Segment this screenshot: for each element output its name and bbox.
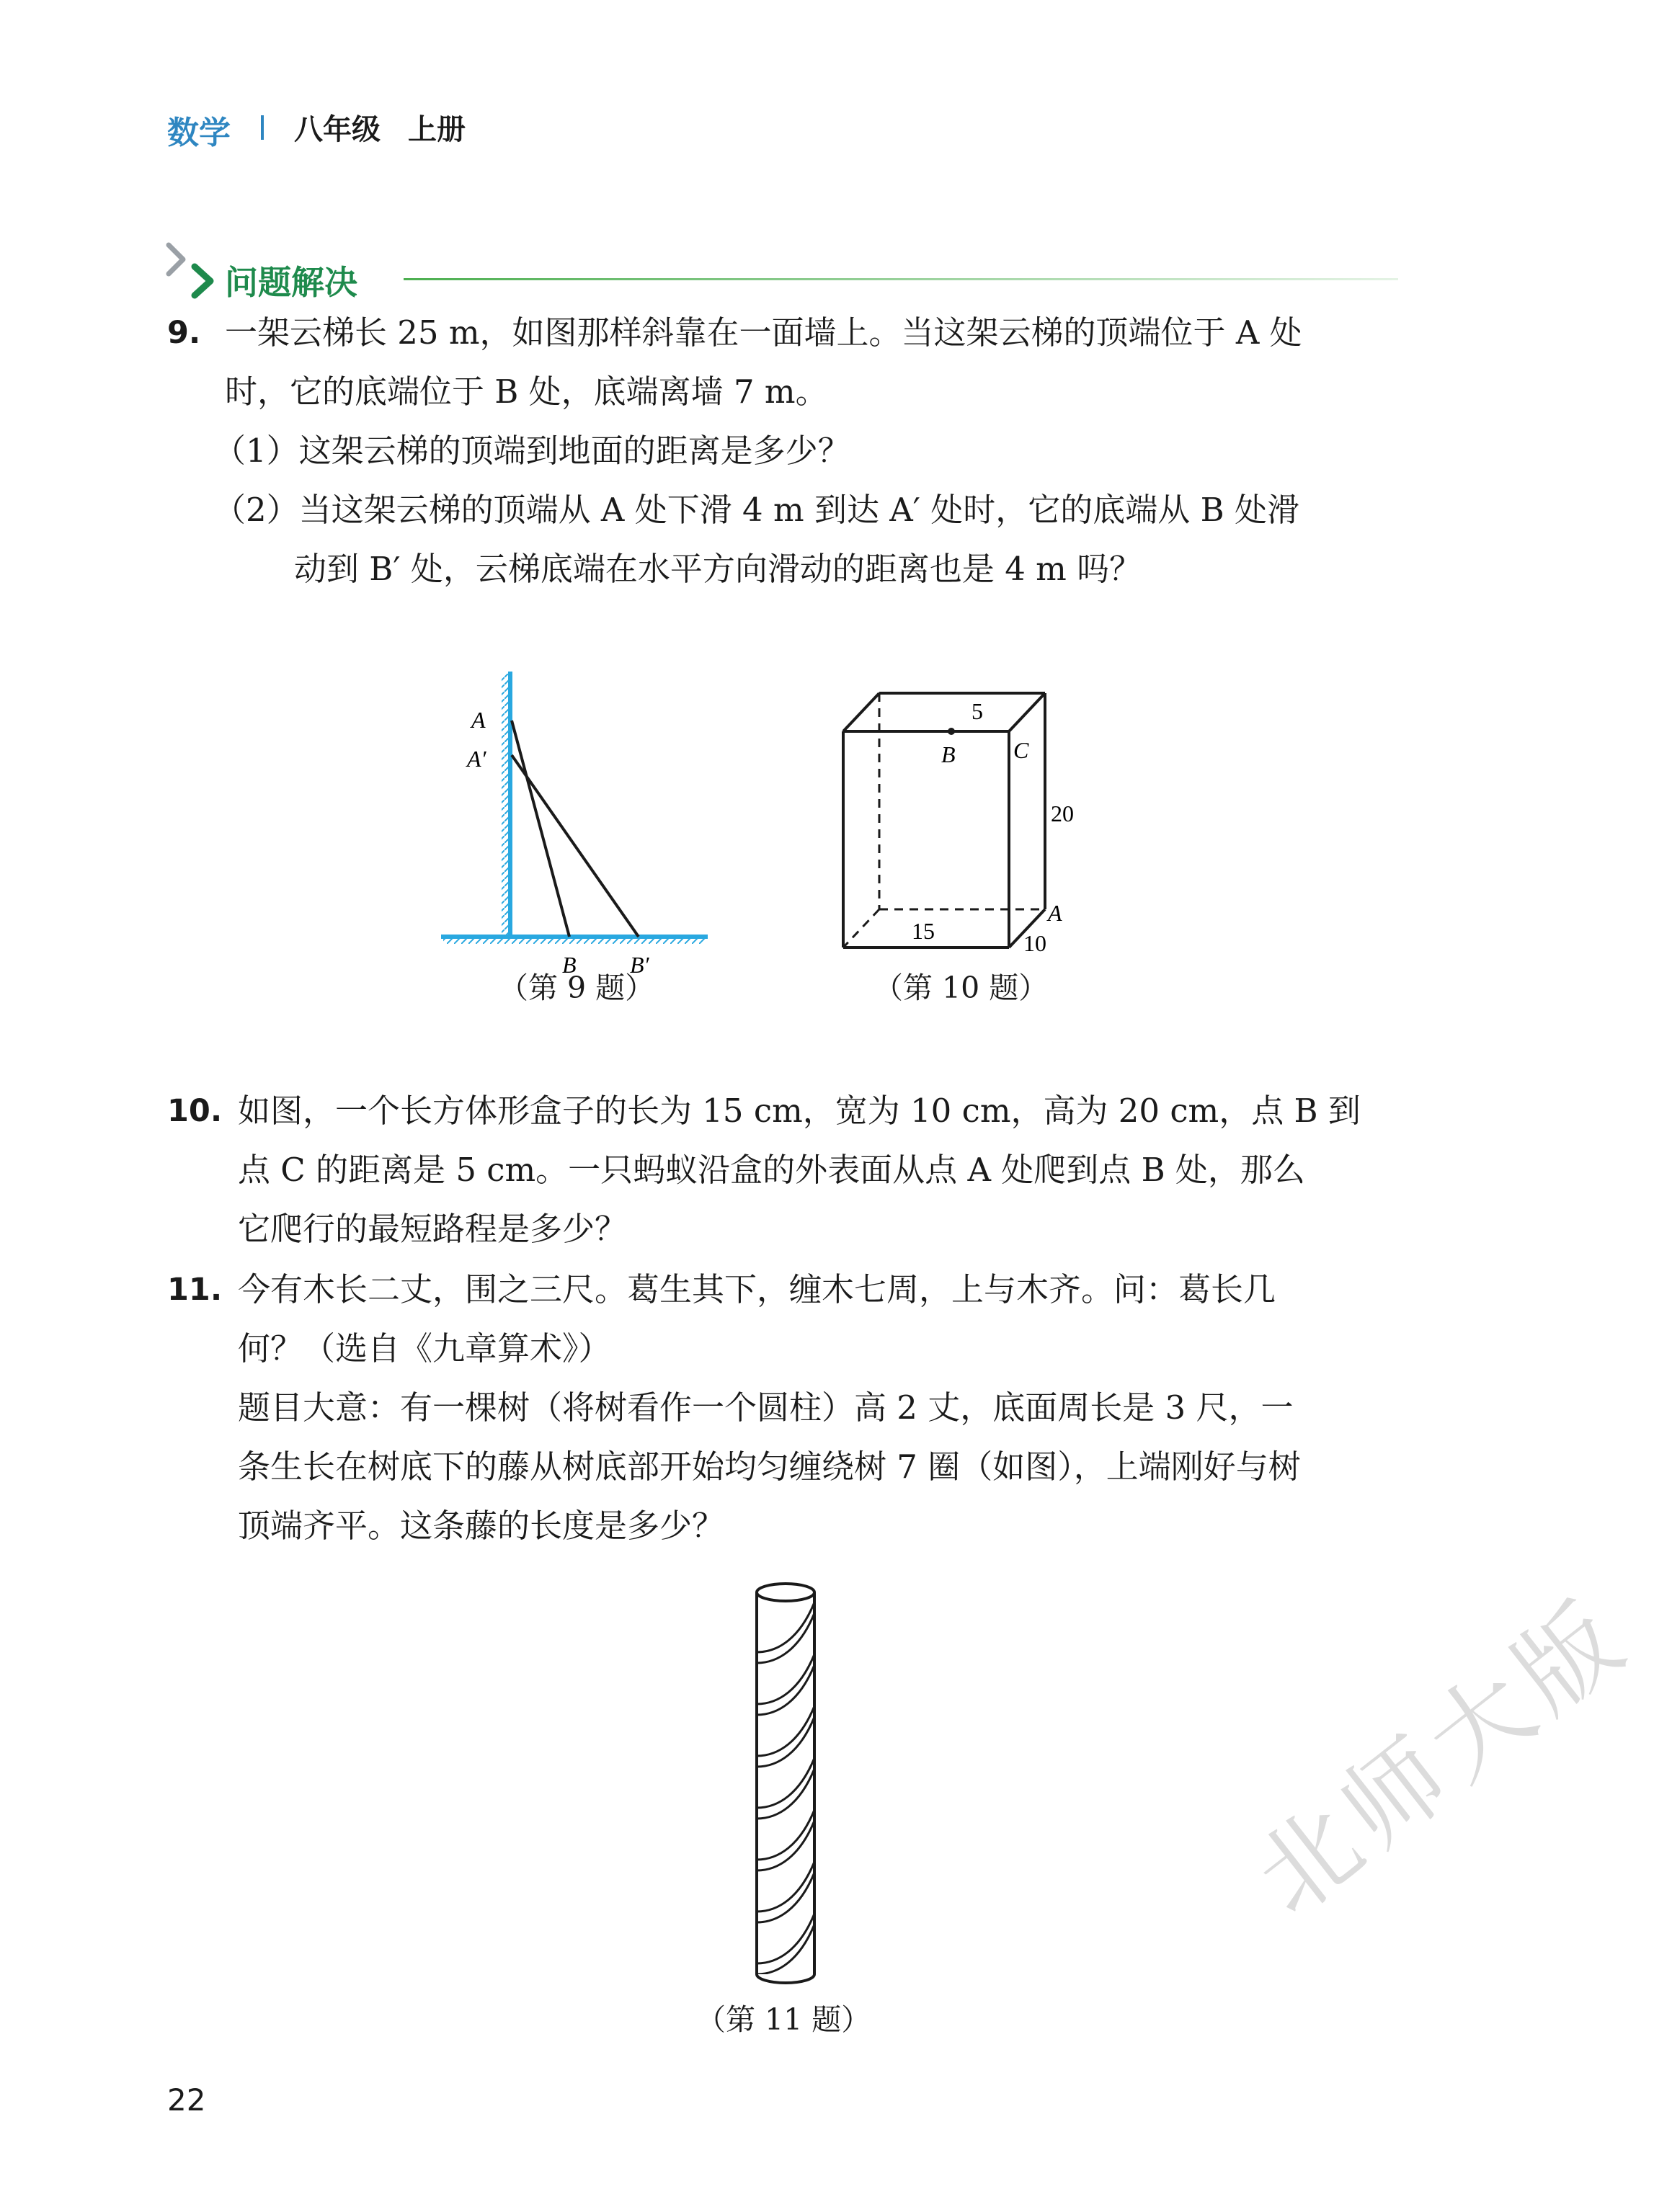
figure-10-cuboid (814, 677, 1131, 965)
q11-line5: 顶端齐平。这条藤的长度是多少？ (238, 1507, 725, 1545)
header-volume: 上册 (408, 113, 466, 146)
ladder-AB (512, 721, 569, 937)
q9-part2-line2: 动到 B′ 处，云梯底端在水平方向滑动的距离也是 4 m 吗？ (294, 550, 1142, 588)
figure-10-caption: （第 10 题） (873, 971, 1049, 1005)
q11-line1: 今有木长二丈，围之三尺。葛生其下，缠木七周，上与木齐。问：葛长几 (238, 1270, 1276, 1308)
q10-line3: 它爬行的最短路程是多少？ (238, 1210, 628, 1248)
label-A: A (471, 707, 486, 733)
label-20: 20 (1051, 800, 1074, 826)
label-B: B (562, 952, 577, 978)
publisher-watermark: 北师大版 (1233, 1576, 1651, 1937)
figure-9-ladder (432, 663, 721, 978)
label-15: 15 (912, 918, 935, 944)
label-A: A (1048, 900, 1062, 926)
section-title: 问题解决 (225, 263, 357, 302)
q9-number: 9. (167, 315, 201, 351)
q9-part2-line1: （2）当这架云梯的顶端从 A 处下滑 4 m 到达 A′ 处时，它的底端从 B 处滑 (213, 491, 1299, 529)
q11-line3: 题目大意：有一棵树（将树看作一个圆柱）高 2 丈，底面周长是 3 尺，一 (238, 1388, 1294, 1427)
figure-11-caption: （第 11 题） (696, 2002, 871, 2037)
q10-line1: 如图，一个长方体形盒子的长为 15 cm，宽为 10 cm，高为 20 cm，点 B 到 (238, 1092, 1361, 1130)
label-5: 5 (971, 698, 983, 724)
q11-line4: 条生长在树底下的藤从树底部开始均匀缠绕树 7 圈（如图），上端刚好与树 (238, 1448, 1301, 1486)
figure-11-cylinder (742, 1571, 829, 1996)
label-10: 10 (1023, 930, 1046, 956)
point-B (948, 728, 955, 735)
q10-line2: 点 C 的距离是 5 cm。一只蚂蚁沿盒的外表面从点 A 处爬到点 B 处，那么 (238, 1151, 1305, 1189)
label-C: C (1013, 737, 1029, 763)
page-number: 22 (167, 2082, 206, 2118)
figure-9-caption: （第 9 题） (499, 971, 655, 1005)
header-subject: 数学 (167, 115, 231, 151)
q11-line2: 何？（选自《九章算术》） (238, 1329, 611, 1368)
q9-part1: （1）这架云梯的顶端到地面的距离是多少？ (213, 432, 850, 470)
q11-number: 11. (167, 1272, 223, 1308)
label-B: B (941, 741, 956, 767)
header-separator (261, 115, 264, 140)
label-B-prime: B′ (630, 952, 649, 978)
q9-line1: 一架云梯长 25 m，如图那样斜靠在一面墙上。当这架云梯的顶端位于 A 处 (225, 313, 1302, 352)
q9-line2: 时，它的底端位于 B 处，底端离墙 7 m。 (225, 373, 828, 411)
header-grade: 八年级 (294, 113, 381, 146)
q10-number: 10. (167, 1093, 223, 1129)
chevron-double-icon (164, 238, 222, 303)
section-divider (404, 278, 1398, 280)
label-A-prime: A′ (467, 746, 486, 772)
ladder-A1B1 (512, 755, 639, 937)
